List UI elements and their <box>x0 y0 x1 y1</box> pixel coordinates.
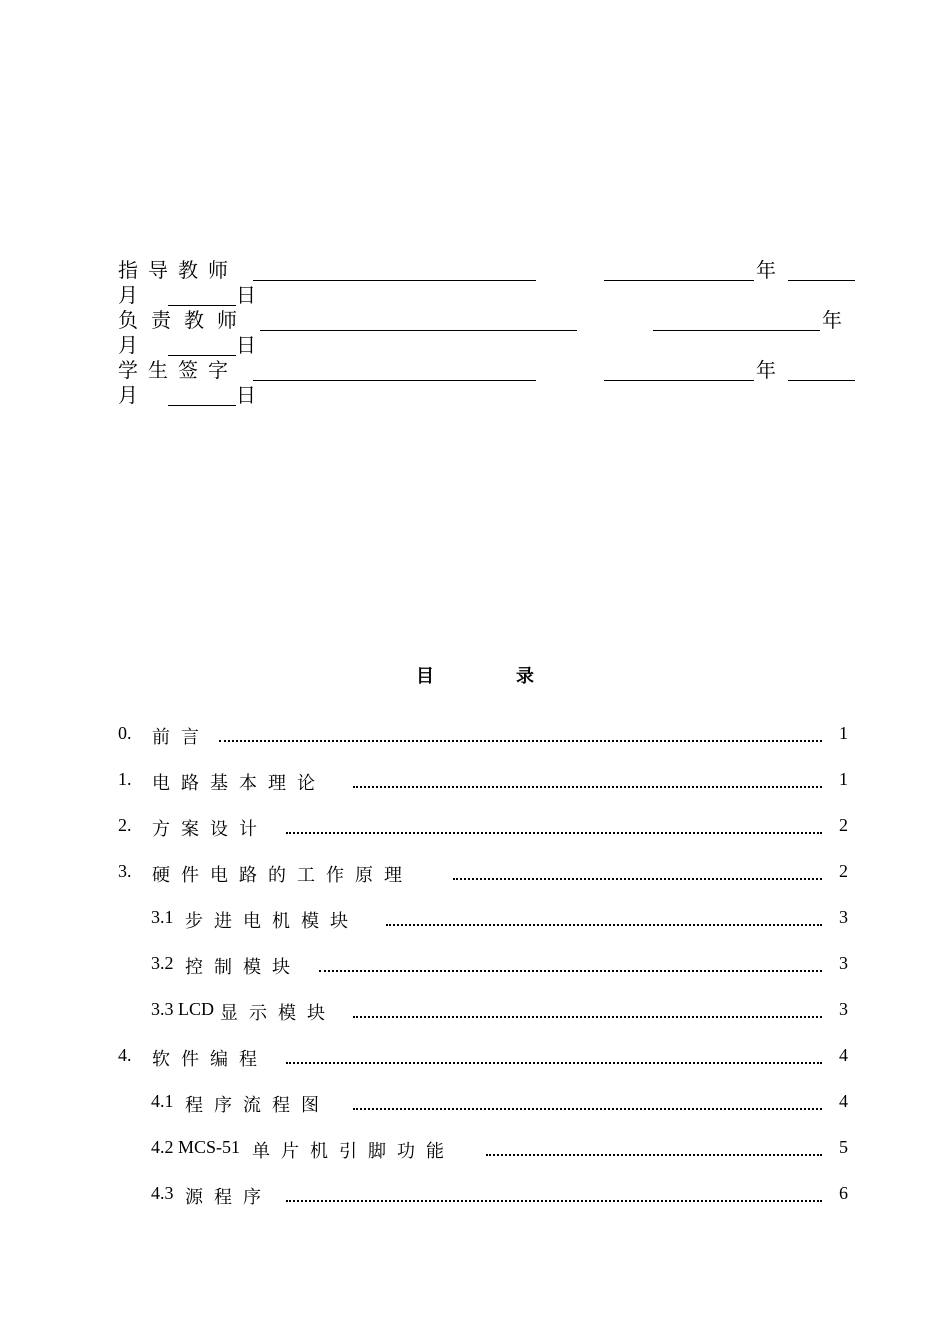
toc-page-number: 3 <box>839 907 848 927</box>
toc-text: 步进电机模块 <box>185 911 359 932</box>
toc-entry[interactable] <box>118 1180 850 1226</box>
toc-leader-dots <box>286 1062 822 1064</box>
toc-leader-dots <box>453 878 822 880</box>
year-label: 年 <box>756 358 776 382</box>
signature-label: 指导教师 <box>118 258 238 282</box>
toc-entry[interactable] <box>118 720 850 766</box>
toc-number: 3. <box>118 861 132 881</box>
signature-block-responsible <box>118 308 858 358</box>
toc-page-number: 2 <box>839 861 848 881</box>
toc-entry[interactable] <box>118 904 850 950</box>
toc-text: 电路基本理论 <box>152 773 326 794</box>
date-day-line <box>168 305 236 306</box>
date-year-line <box>604 380 754 381</box>
signature-block-advisor <box>118 258 858 308</box>
toc-entry[interactable] <box>118 812 850 858</box>
toc-text: 程序流程图 <box>185 1095 330 1116</box>
toc-page-number: 1 <box>839 723 848 743</box>
toc-text: 源程序 <box>185 1187 272 1208</box>
toc-number: 3.2 <box>151 953 174 973</box>
signature-block-student <box>118 358 858 408</box>
toc-leader-dots <box>353 786 822 788</box>
toc-text: 硬件电路的工作原理 <box>152 865 413 886</box>
toc-text: 单片机引脚功能 <box>252 1141 455 1162</box>
toc-text: 前言 <box>152 727 210 748</box>
date-month-line <box>788 280 855 281</box>
toc-number: 0. <box>118 723 132 743</box>
toc-entry[interactable] <box>118 858 850 904</box>
toc-number: 1. <box>118 769 132 789</box>
signature-line <box>260 330 577 331</box>
date-day-line <box>168 355 236 356</box>
toc-leader-dots <box>286 832 822 834</box>
toc-entry[interactable] <box>118 1042 850 1088</box>
date-month-line <box>788 380 855 381</box>
toc-text: 软件编程 <box>152 1049 268 1070</box>
day-label: 日 <box>236 283 256 307</box>
toc-page-number: 4 <box>839 1045 848 1065</box>
toc-title-left: 目 <box>416 666 434 687</box>
toc-leader-dots <box>286 1200 822 1202</box>
toc-page-number: 2 <box>839 815 848 835</box>
toc-page-number: 5 <box>839 1137 848 1157</box>
toc-page-number: 1 <box>839 769 848 789</box>
toc-leader-dots <box>353 1016 822 1018</box>
toc-leader-dots <box>353 1108 822 1110</box>
toc-page-number: 4 <box>839 1091 848 1111</box>
date-year-line <box>653 330 820 331</box>
toc-number: 4.1 <box>151 1091 174 1111</box>
toc-number: 4.2 MCS-51 <box>151 1137 241 1157</box>
signature-label: 负责教师 <box>118 308 250 332</box>
toc-entry[interactable] <box>118 1088 850 1134</box>
toc-entry[interactable] <box>118 1134 850 1180</box>
table-of-contents <box>118 720 850 1226</box>
toc-page-number: 3 <box>839 953 848 973</box>
toc-text: 显示模块 <box>220 1003 336 1024</box>
toc-entry[interactable] <box>118 950 850 996</box>
toc-entry[interactable] <box>118 766 850 812</box>
month-label: 月 <box>118 283 138 307</box>
toc-leader-dots <box>486 1154 822 1156</box>
toc-title <box>0 662 950 688</box>
toc-number: 3.3 LCD <box>151 999 214 1019</box>
toc-text: 方案设计 <box>152 819 268 840</box>
year-label: 年 <box>756 258 776 282</box>
toc-number: 4.3 <box>151 1183 174 1203</box>
date-year-line <box>604 280 754 281</box>
signature-line <box>253 280 536 281</box>
month-label: 月 <box>118 383 138 407</box>
toc-page-number: 6 <box>839 1183 848 1203</box>
month-label: 月 <box>118 333 138 357</box>
toc-text: 控制模块 <box>185 957 301 978</box>
toc-page-number: 3 <box>839 999 848 1019</box>
toc-leader-dots <box>219 740 822 742</box>
day-label: 日 <box>236 333 256 357</box>
toc-leader-dots <box>386 924 822 926</box>
toc-number: 2. <box>118 815 132 835</box>
date-day-line <box>168 405 236 406</box>
toc-number: 3.1 <box>151 907 174 927</box>
signature-line <box>253 380 536 381</box>
toc-leader-dots <box>319 970 822 972</box>
day-label: 日 <box>236 383 256 407</box>
toc-title-right: 录 <box>516 666 534 687</box>
signature-label: 学生签字 <box>118 358 238 382</box>
toc-entry[interactable] <box>118 996 850 1042</box>
year-label: 年 <box>822 308 842 332</box>
toc-number: 4. <box>118 1045 132 1065</box>
